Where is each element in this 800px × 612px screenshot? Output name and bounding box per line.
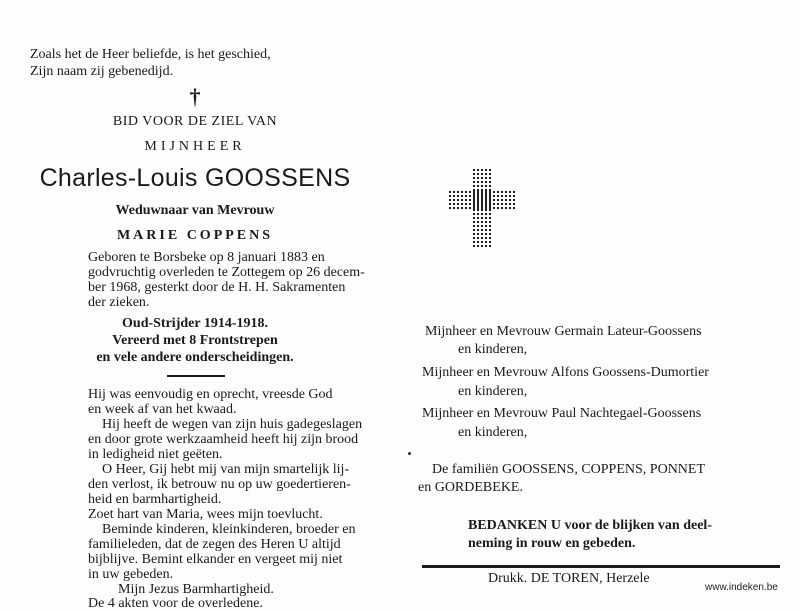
text-line-8: heid en barmhartigheid.: [88, 492, 222, 507]
text-line-15: De 4 akten voor de overledene.: [88, 596, 263, 611]
deceased-name: Charles-Louis GOOSSENS: [39, 164, 351, 192]
printer: Drukk. DE TOREN, Herzele: [488, 571, 650, 586]
text-line-11: familieleden, dat de zegen des Heren U altijd: [88, 537, 341, 552]
text-line-3: Hij heeft de wegen van zijn huis gadegeslagen: [102, 417, 363, 432]
opening-line-2: Zijn naam zij gebenedijd.: [30, 64, 174, 79]
text-line-5: in ledigheid niet geëten.: [88, 447, 223, 462]
cross-icon: †: [189, 84, 201, 109]
birth-line-2: godvruchtig overleden te Zottegem op 26 decem-: [88, 265, 365, 280]
family-1-line-2: en kinderen,: [458, 342, 528, 357]
text-line-10: Beminde kinderen, kleinkinderen, broeder en: [102, 522, 356, 537]
text-line-4: en door grote werkzaamheid heeft hij zijn brood: [88, 432, 359, 447]
text-line-1: Hij was eenvoudig en oprecht, vreesde God: [88, 387, 333, 402]
family-2-line-1: Mijnheer en Mevrouw Alfons Goossens-Dumortier: [422, 365, 709, 380]
family-1-line-1: Mijnheer en Mevrouw Germain Lateur-Goossens: [425, 324, 702, 339]
honours-line-2: Vereerd met 8 Frontstrepen: [112, 333, 278, 348]
text-line-2: en week af van het kwaad.: [88, 402, 237, 417]
divider: [167, 375, 225, 377]
family-2-line-2: en kinderen,: [458, 384, 528, 399]
opening-line-1: Zoals het de Heer beliefde, is het geschied,: [30, 47, 271, 62]
footer-rule: [422, 565, 780, 568]
family-3-line-2: en kinderen,: [458, 425, 528, 440]
watermark: www.indeken.be: [705, 582, 778, 593]
speck: [408, 452, 411, 455]
text-line-9: Zoet hart van Maria, wees mijn toevlucht.: [88, 507, 323, 522]
widower-of: Weduwnaar van Mevrouw: [115, 203, 275, 218]
birth-line-3: ber 1968, gesterkt door de H. H. Sakramenten: [88, 280, 346, 295]
families-note-line-2: en GORDEBEKE.: [418, 480, 523, 495]
text-line-14: Mijn Jezus Barmhartigheid.: [118, 582, 274, 597]
thanks-line-1: BEDANKEN U voor de blijken van deel-: [468, 518, 712, 533]
text-line-6: O Heer, Gij hebt mij van mijn smartelijk lij-: [102, 462, 350, 477]
honours-line-1: Oud-Strijder 1914-1918.: [122, 316, 268, 331]
text-line-13: in uw gebeden.: [88, 567, 174, 582]
honours-line-3: en vele andere onderscheidingen.: [96, 350, 294, 365]
prayer-heading: BID VOOR DE ZIEL VAN: [112, 114, 278, 129]
thanks-line-2: neming in rouw en gebeden.: [468, 536, 636, 551]
spouse-name: MARIE COPPENS: [116, 228, 274, 243]
title-prefix: MIJNHEER: [144, 139, 246, 154]
birth-line-1: Geboren te Borsbeke op 8 januari 1883 en: [88, 250, 325, 265]
families-note-line-1: De familiën GOOSSENS, COPPENS, PONNET: [432, 462, 706, 477]
text-line-7: den verlost, ik betrouw nu op uw goedertieren-: [88, 477, 351, 492]
birth-line-4: der zieken.: [88, 295, 150, 310]
family-3-line-1: Mijnheer en Mevrouw Paul Nachtegael-Goossens: [422, 406, 702, 421]
text-line-12: bijblijve. Bemint elkander en vergeet mij niet: [88, 552, 343, 567]
